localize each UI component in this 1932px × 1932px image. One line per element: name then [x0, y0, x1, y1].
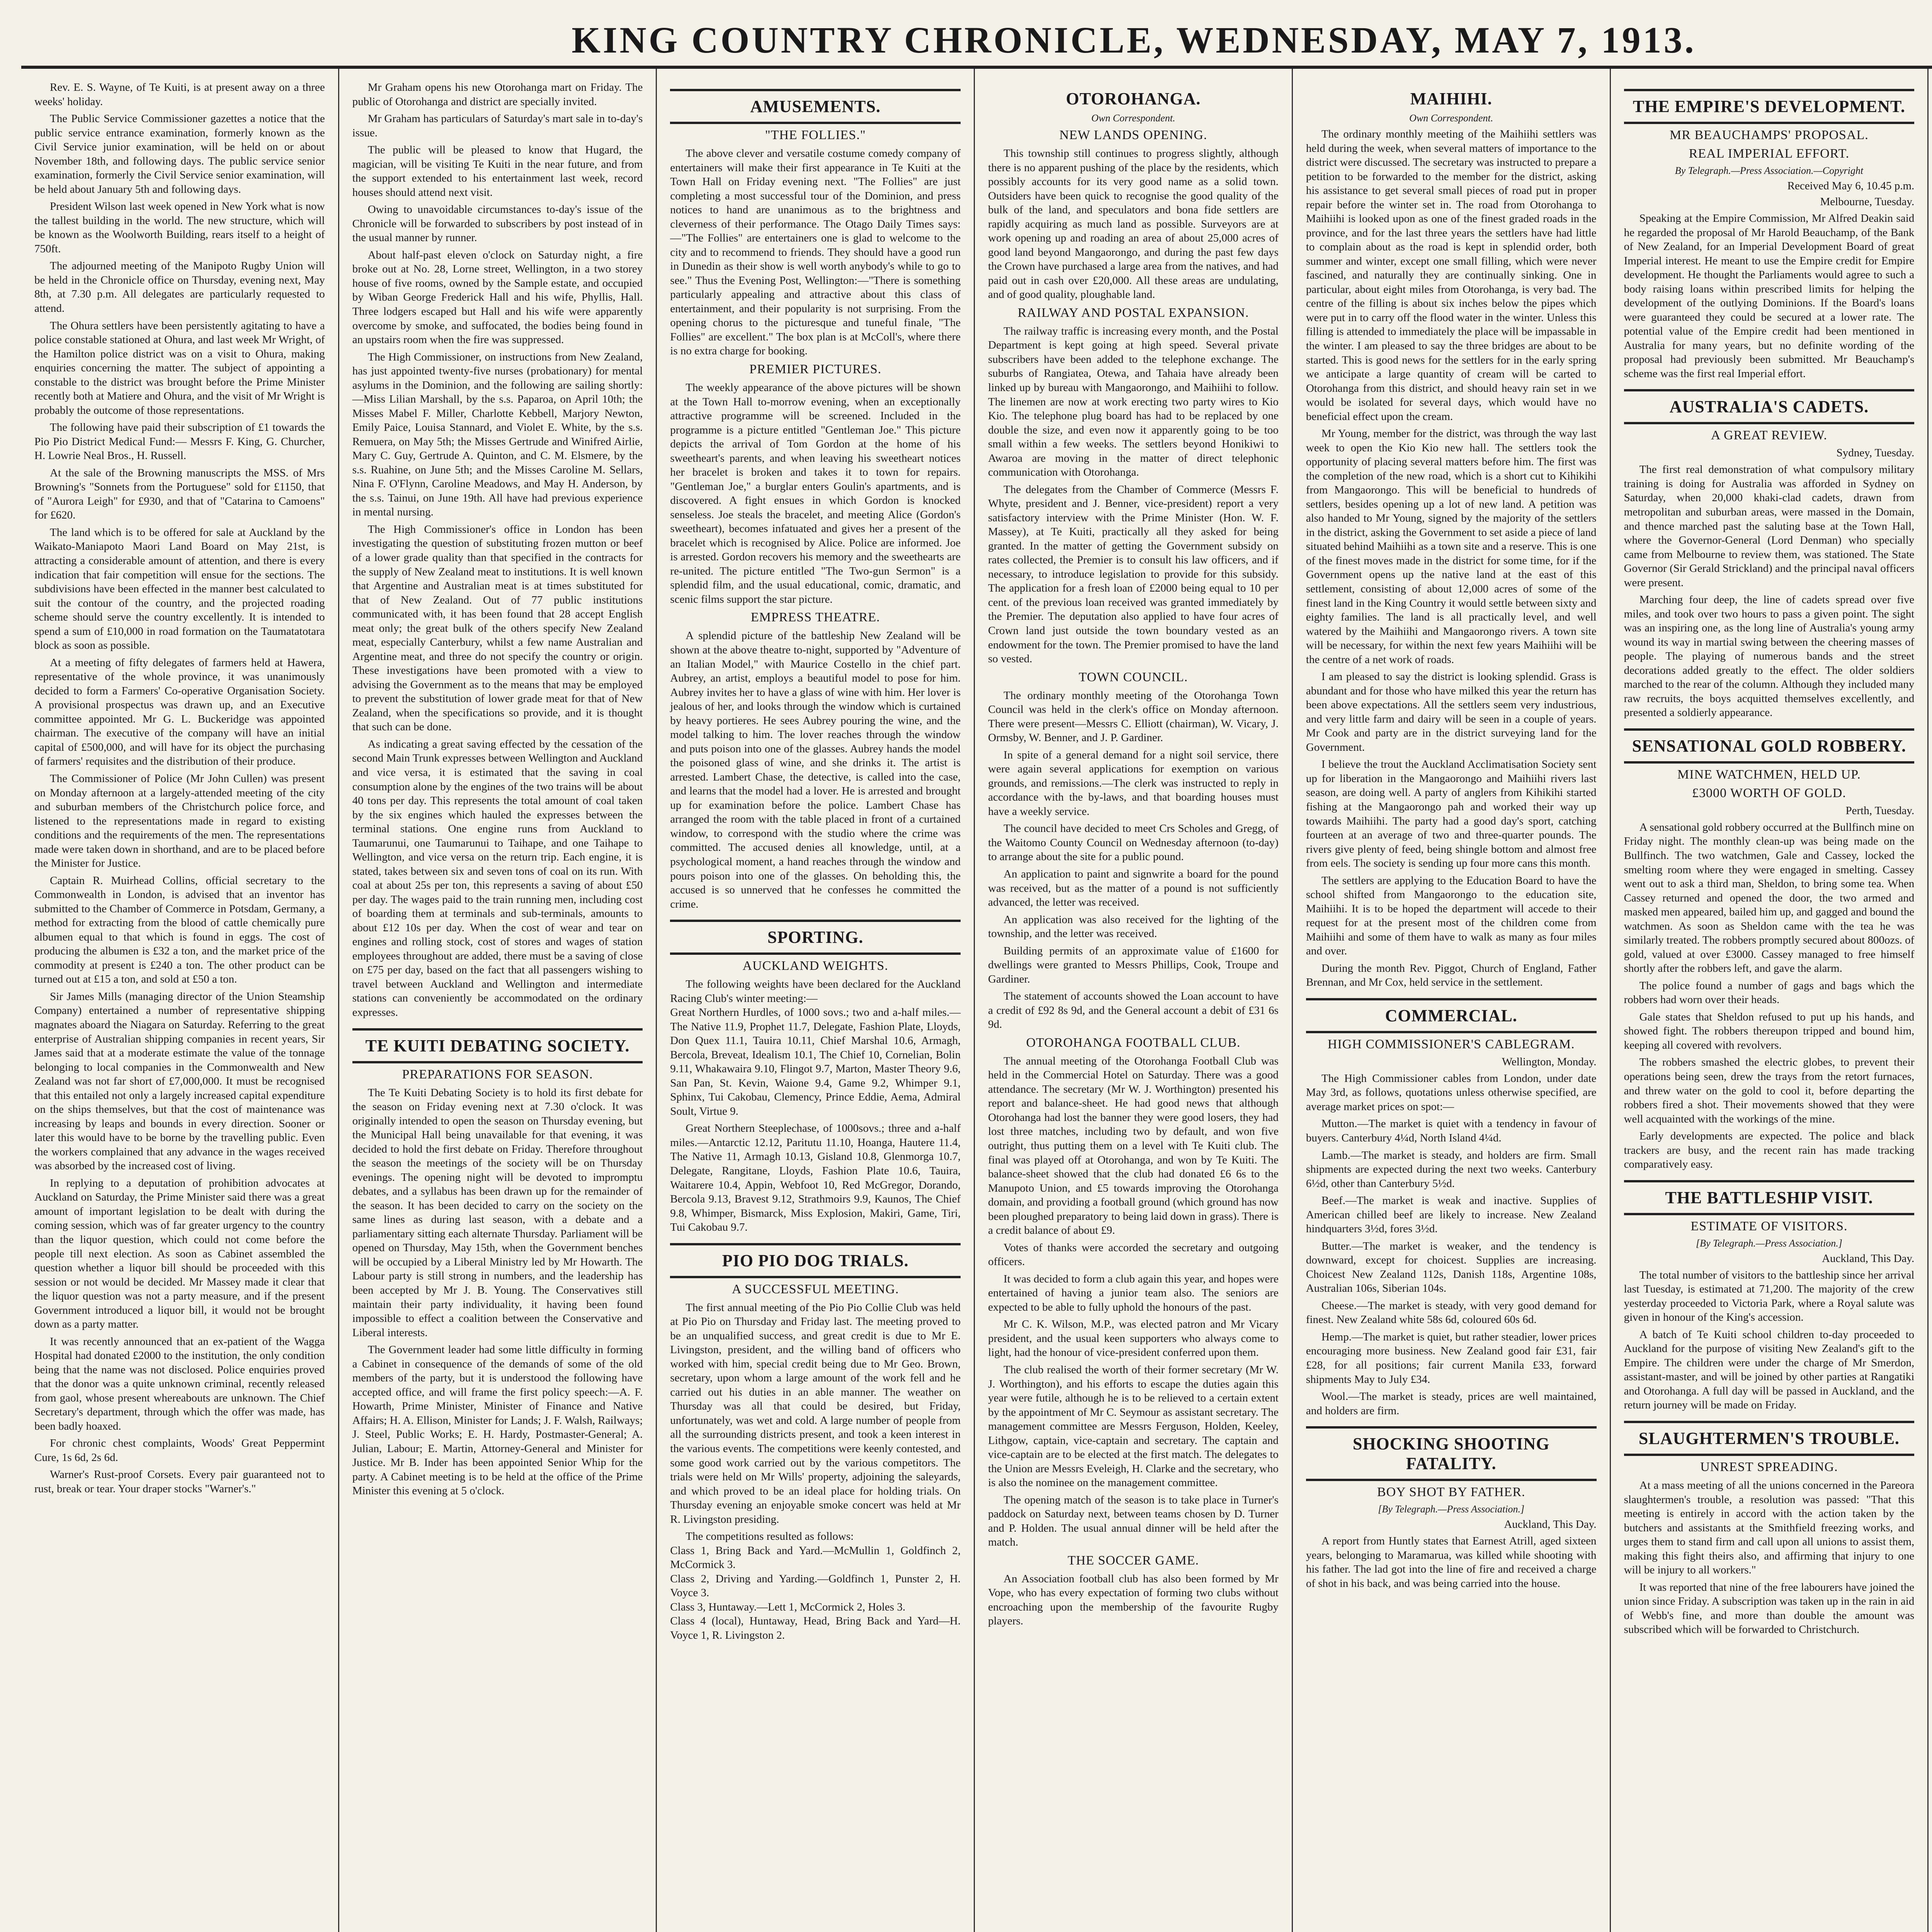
- columns: [21, 69, 1932, 1932]
- article-subheading: RAILWAY AND POSTAL EXPANSION.: [1017, 305, 1249, 320]
- article-subheading: OTOROHANGA FOOTBALL CLUB.: [1026, 1035, 1241, 1050]
- article-paragraph: President Wilson last week opened in New York what is now the tallest building in the world. The new structure, which will be known as the Woolworth Building, rears itself to a height of 750ft.: [34, 200, 325, 255]
- article-paragraph: Warner's Rust-proof Corsets. Every pair guaranteed not to rust, break or tear. Your draper stocks "Warner's.": [34, 1468, 325, 1495]
- article-paragraph: The annual meeting of the Otorohanga Football Club was held in the Commercial Hotel on Saturday. There was a good attendance. The secretary (Mr W. J. Worthington) presented his report and balance-sheet. He had good news that although Otorohanga had lost the banner they were good losers, they had lost three matches, including two by default, and won five outright, thus putting them on a level with Te Kuiti club. The final was played off at Otorohanga, and won by Te Kuiti. The balance-sheet showed that the club had donated £6 6s to the Manupoto Union, and £5 towards improving the Otorohanga domain, and providing a football ground (which ground has now been ploughed preparatory to being laid down in grass). There is a credit balance of about £9.: [988, 1054, 1279, 1237]
- dateline: Melbourne, Tuesday.: [1820, 196, 1915, 208]
- article-paragraph: Beef.—The market is weak and inactive. Supplies of American chilled beef are likely to increase. New Zealand hindquarters 3½d, fores 3½d.: [1306, 1194, 1597, 1235]
- article-paragraph: The statement of accounts showed the Loan account to have a credit of £92 8s 9d, and the General account a debit of £31 6s 9d.: [988, 990, 1279, 1031]
- article-paragraph: I am pleased to say the district is looking splendid. Grass is abundant and for those who have milked this year the return has been above expectations. All the settlers seem very industrious, and very little farm and dairy will be seen in a couple of years. Mr Cook and party are in the district surveying land for the Government.: [1306, 670, 1597, 753]
- article-paragraph: The land which is to be offered for sale at Auckland by the Waikato-Maniapoto Maori Land Board on May 21st, is attracting a considerable amount of attention, and there is every indication that fair competition will ensue for the sections. The subdivisions have been effected in the manner best calculated to suit the contour of the country, and the projected roading scheme should serve the country excellently. It is intended to spend a sum of £10,000 in road formation on the Taumatatotara block as soon as possible.: [34, 526, 325, 652]
- article-paragraph: The following weights have been declared for the Auckland Racing Club's winter meeting:— Great Northern Hurdles, of 1000 sovs.; two and a-half miles.—The Native 11.9, Prophet 11.7, Delegate, Fashion Plate, Lloyds, Don Quex 11.1, Tauira 10.11, Chief Marshal 10.6, Armagh, Bercola, Breveat, Idealism 10.1, The Chief 10, Cornelian, Bolin 9.11, Whakawaira 9.10, Flingot 9.7, Marton, Master Theory 9.6, San Pan, St. Kevin, Waione 9.4, Game 9.2, Whimper 9.1, Sphinx, Tui Cakobau, Clemency, Prince Eddie, Aema, Admiral Soult, Virtue 9.: [670, 978, 961, 1117]
- article-paragraph: The Government leader had some little difficulty in forming a Cabinet in consequence of the demands of some of the old members of the party, but it is understood the following have accepted office, and will frame the first policy speech:—A. F. Howarth, Prime Minister, Minister of Finance and Native Affairs; H. A. Ellison, Minister for Lands; J. F. Walsh, Railways; J. Steel, Public Works; E. H. Hardy, Postmaster-General; A. Julian, Labour; E. Martin, Attorney-General and Minister for Justice. Mr B. Inder has been appointed Senior Whip for the party. A Cabinet meeting is to be held at the office of the Prime Minister this evening at 5 o'clock.: [352, 1344, 643, 1497]
- article-subheading: £3000 WORTH OF GOLD.: [1692, 786, 1846, 800]
- article-paragraph: Votes of thanks were accorded the secretary and outgoing officers.: [988, 1241, 1279, 1268]
- article-paragraph: A splendid picture of the battleship New Zealand will be shown at the above theatre to-night, supported by "Adventure of an Italian Model," with Maurice Costello in the chief part. Aubrey, an artist, employs a beautiful model to pose for him. Aubrey invites her to have a glass of wine with him. Her lover is jealous of her, and looks through the window which is curtained by heavy portieres. He sees Aubrey pouring the wine, and the model talking to him. The lover reaches through the window and puts poison into one of the glasses. Aubrey hands the model the poisoned glass of wine, and she drinks it. The artist is arrested. Lambert Chase, the detective, is called into the case, and learns that the model had a lover. He is arrested and brought up for examination before the police. Lambert Chase has arranged the room with the table placed in front of a curtained window, to correspond with the studio where the crime was committed. The accused denies all knowledge, until, at a psychological moment, a hand reaches through the window and pours poison into one of the glasses. On beholding this, the accused is so unnerved that he confesses he committed the crime.: [670, 629, 961, 910]
- article-headline: COMMERCIAL.: [1306, 998, 1597, 1033]
- article-subheading: HIGH COMMISSIONER'S CABLEGRAM.: [1327, 1037, 1575, 1051]
- article-paragraph: The following have paid their subscription of £1 towards the Pio Pio District Medical Fund:— Messrs F. King, G. Churcher, H. Lowrie Neal Bros., H. Russell.: [34, 421, 325, 462]
- article-subheading: THE SOCCER GAME.: [1068, 1553, 1199, 1568]
- article-subheading: PREPARATIONS FOR SEASON.: [402, 1067, 593, 1082]
- article-paragraph: During the month Rev. Piggot, Church of England, Father Brennan, and Mr Cox, held service in the settlement.: [1306, 962, 1597, 989]
- article-paragraph: The above clever and versatile costume comedy company of entertainers will make their first appearance in Te Kuiti at the Town Hall on Friday evening next. "The Follies" are just completing a most successful tour of the Dominion, and press notices to hand are unanimous as to the brightness and cleverness of their performance. The Otago Daily Times says:—"The Follies" are entertainers one is glad to welcome to the city and to recommend to friends. They should have a good run in Dunedin as their show is well worth anybody's while to go to see." Thus the Evening Post, Wellington:—"There is something particularly appealing and attractive about this class of entertainment, and their popularity is not surprising. From the opening chorus to the picturesque and tuneful finale, "The Follies" are excellent." The box plan is at McColl's, where there is no extra charge for booking.: [670, 147, 961, 357]
- article-paragraph: The Ohura settlers have been persistently agitating to have a police constable stationed at Ohura, and last week Mr Wright, of the Hamilton police district was on a visit to Ohura, making enquiries concerning the matter. The subject of appointing a constable to the district was brought before the Prime Minister recently both at Matiere and Ohura, and the visit of Mr Wright is probably the outcome of those representations.: [34, 319, 325, 417]
- article-paragraph: An application was also received for the lighting of the township, and the letter was received.: [988, 913, 1279, 940]
- article-paragraph: Captain R. Muirhead Collins, official secretary to the Commonwealth in London, is advised that an inventor has submitted to the Chamber of Commerce in Potsdam, Germany, a method for extracting from the blood of cattle chemically pure albumen equal to that which is found in eggs. The cost of producing the albumen is £32 a ton, and the market price of the commodity at present is £240 a ton. The other product can be turned out at £15 a ton, and sold at £50 a ton.: [34, 874, 325, 986]
- article-paragraph: As indicating a great saving effected by the cessation of the second Main Trunk expresses between Wellington and Auckland and vice versa, it is estimated that the saving in coal consumption alone by the engines of the two trains will be about 40 tons per day. This represents the total amount of coal taken by the six engines which hauled the expresses between the terminal stations. One engine runs from Auckland to Taumarunui, one Taumarunui to Taihape, and one Taihape to Wellington, and vice versa on the return trip. Each engine, it is stated, takes between six and seven tons of coal on its run. With coal at about 25s per ton, this represents a saving of about £50 per day. The wages paid to the train running men, including cost of boarding them at terminals and sub-terminals, amounts to about £12 10s per day. When the cost of wear and tear on engines and rolling stock, cost of stores and wages of station employees throughout are added, there must be a saving of close on £75 per day, based on the fact that all passengers wishing to travel between Auckland and Wellington and intermediate stations can conveniently be accommodated on the ordinary expresses.: [352, 738, 643, 1019]
- masthead: [21, 15, 1932, 69]
- article-paragraph: At the sale of the Browning manuscripts the MSS. of Mrs Browning's "Sonnets from the Portuguese" sold for £1150, that of "Aurora Leigh" for £930, and that of "Catarina to Camoens" for £620.: [34, 466, 325, 522]
- article-paragraph: The ordinary monthly meeting of the Otorohanga Town Council was held in the clerk's office on Monday afternoon. There were present—Messrs C. Elliott (chairman), W. Vicary, J. Ormsby, W. Benner, and J. P. Gardiner.: [988, 689, 1279, 744]
- article-subheading: UNREST SPREADING.: [1700, 1460, 1838, 1474]
- column-5: [1293, 69, 1611, 1932]
- article-subheading: A SUCCESSFUL MEETING.: [732, 1282, 899, 1296]
- article-headline: THE EMPIRE'S DEVELOPMENT.: [1624, 89, 1915, 124]
- article-paragraph: In spite of a general demand for a night soil service, there were again several applications for exemption on various grounds, and remissions.—The clerk was instructed to reply in accordance with the by-laws, and that boarding houses must have a weekly service.: [988, 748, 1279, 818]
- article-paragraph: The railway traffic is increasing every month, and the Postal Department is kept going at high speed. Several private subscribers have been added to the telephone exchange. The suburbs of Rangiatea, Otewa, and Tahaia have already been linked up by bureau with Mangaorongo, and Maihiihi to follow. The linemen are now at work erecting two party wires to Kio Kio. The telephone plug board has had to be replaced by one double the size, and even now it apparently going to be too small within a few weeks. The settlers beyond Honikiwi to Awaroa are moving in the matter of direct telephonic communication with Otorohanga.: [988, 325, 1279, 479]
- article-paragraph: A report from Huntly states that Earnest Atrill, aged sixteen years, belonging to Maramarua, was killed while shooting with his father. The lad got into the line of fire and received a charge of shot in his back, and was being carried into the house.: [1306, 1535, 1597, 1590]
- article-headline: SHOCKING SHOOTING FATALITY.: [1306, 1426, 1597, 1481]
- article-paragraph: Gale states that Sheldon refused to put up his hands, and showed fight. The robbers thereupon tripped and bound him, keeping all covered with revolvers.: [1624, 1010, 1915, 1051]
- article-headline: OTOROHANGA.: [1066, 89, 1201, 108]
- article-headline: AUSTRALIA'S CADETS.: [1624, 389, 1915, 424]
- article-paragraph: The opening match of the season is to take place in Turner's paddock on Saturday next, between teams chosen by D. Turner and P. Holden. The usual annual dinner will be held after the match.: [988, 1493, 1279, 1549]
- article-subheading: TOWN COUNCIL.: [1078, 670, 1188, 684]
- column-3: [657, 69, 975, 1932]
- article-paragraph: At a meeting of fifty delegates of farmers held at Hawera, representative of the whole province, it was unanimously decided to form a Farmers' Co-operative Organisation Society. A provisional prospectus was drawn up, and an Executive committee appointed. Mr G. L. Buckeridge was appointed chairman. The executive of the company will have an initial capital of £500,000, and will have for its object the purchasing of farmers' requisites and the distribution of their produce.: [34, 656, 325, 768]
- column-1: [21, 69, 339, 1932]
- article-paragraph: The High Commissioner's office in London has been investigating the question of substituting frozen mutton or beef of a lower grade quality than that specified in the contracts for the supply of New Zealand meat to institutions. It is well known that Argentine and Australian meat is at times substituted for that of New Zealand. Out of 77 public institutions communicated with, it has been found that 28 accept English meat only; the great bulk of the others specify New Zealand meat, especially Canterbury, whilst a few name Australian and Argentine meat, and three do not specify the country or origin. These investigations have been promoted with a view to advising the Government as to the means that may be employed to prevent the substitution of lower grade meat for that of New Zealand, when the specifications so provide, and it is thought that such can be done.: [352, 523, 643, 733]
- article-paragraph: Building permits of an approximate value of £1600 for dwellings were granted to Messrs Phillips, Cook, Troupe and Gardiner.: [988, 944, 1279, 985]
- dateline: Auckland, This Day.: [1822, 1252, 1915, 1265]
- column-2: [339, 69, 657, 1932]
- article-paragraph: The weekly appearance of the above pictures will be shown at the Town Hall to-morrow evening, when an exceptionally attractive programme will be screened. Included in the programme is a picture entitled "Gentleman Joe." This picture depicts the arrival of Tom Gordon at the home of his sweetheart's parents, and when leaving his sweetheart notices her bracelet is broken and takes it to town for repairs. "Gentleman Joe," a burglar enters Goulin's apartments, and is discovered. A fight ensues in which Gordon is knocked senseless. Joe steals the bracelet, and meeting Alice (Gordon's sweetheart), becomes infatuated and gives her a present of the bracelet which is recognised by Alice. Police are informed. Joe is arrested. Gordon recovers his memory and the sweethearts are re-united. The picture entitled "The Two-gun Sermon" is a splendid film, and the usual educational, comic, dramatic, and scenic films support the star picture.: [670, 381, 961, 605]
- article-headline: THE BATTLESHIP VISIT.: [1624, 1180, 1915, 1215]
- article-paragraph: The competitions resulted as follows: Class 1, Bring Back and Yard.—McMullin 1, Goldfinch 2, McCormick 3. Class 2, Driving and Yarding.—Goldfinch 1, Punster 2, H. Voyce 3. Class 3, Huntaway.—Lett 1, McCormick 2, Holes 3. Class 4 (local), Huntaway, Head, Bring Back and Yard—H. Voyce 1, R. Livingston 2.: [670, 1530, 961, 1641]
- article-paragraph: The total number of visitors to the battleship since her arrival last Tuesday, is estimated at 71,200. The majority of the crew yesterday proceeded to Victoria Park, where a Royal salute was given in honour of the King's accession.: [1624, 1269, 1915, 1324]
- column-7: [1929, 69, 1932, 1932]
- article-paragraph: Mr C. K. Wilson, M.P., was elected patron and Mr Vicary president, and the usual keen supporters who always come to light, had the honour of vice-president conferred upon them.: [988, 1318, 1279, 1359]
- dateline: Auckland, This Day.: [1504, 1518, 1597, 1531]
- dateline: Perth, Tuesday.: [1845, 804, 1915, 817]
- dateline-credit: By Telegraph.—Press Association.—Copyright: [1675, 165, 1864, 176]
- article-paragraph: The Public Service Commissioner gazettes a notice that the public service entrance examination, formerly known as the Civil Service junior examination, will be held on or about November 18th, and following days. The public service senior examination, formerly the Civil Service senior examination, will be held about January 5th and following days.: [34, 112, 325, 196]
- article-headline: SLAUGHTERMEN'S TROUBLE.: [1624, 1421, 1915, 1456]
- article-paragraph: The council have decided to meet Crs Scholes and Gregg, of the Waitomo County Council on Wednesday afternoon (to-day) to arrange about the site for a public pound.: [988, 822, 1279, 863]
- article-paragraph: The public will be pleased to know that Hugard, the magician, will be visiting Te Kuiti in the near future, and from the support extended to his entertainment last week, record houses should attend next visit.: [352, 144, 643, 199]
- article-paragraph: Wool.—The market is steady, prices are well maintained, and holders are firm.: [1306, 1390, 1597, 1417]
- article-paragraph: At a mass meeting of all the unions concerned in the Pareora slaughtermen's trouble, a resolution was passed: "That this meeting is entirely in accord with the action taken by the butchers and assistants at the Smithfield freezing works, and urges them to stand firm and call upon all unions to assist them, making this fight theirs also, and affirming that injury to one will be injury to all workers.": [1624, 1479, 1915, 1577]
- article-paragraph: For chronic chest complaints, Woods' Great Peppermint Cure, 1s 6d, 2s 6d.: [34, 1437, 325, 1464]
- article-headline: TE KUITI DEBATING SOCIETY.: [352, 1028, 643, 1063]
- article-subheading: MR BEAUCHAMPS' PROPOSAL.: [1670, 128, 1869, 142]
- article-paragraph: Great Northern Steeplechase, of 1000sovs.; three and a-half miles.—Antarctic 12.12, Paritutu 11.10, Hoanga, Hautere 11.4, The Native 11, Armagh 10.13, Gisland 10.8, Glenmorga 10.7, Delegate, Rangitane, Lloyds, Fashion Plate 10.6, Tauira, Waitarere 10.4, Appin, Webfoot 10, Red McGregor, Dorando, Bercola 9.13, Bravest 9.12, Strathmoirs 9.9, Kaunos, The Chief 9.8, Whimper, Bismarck, Miss Explosion, Makiri, Game, Tiri, Tui Cakobau 9.7.: [670, 1122, 961, 1234]
- article-headline: SENSATIONAL GOLD ROBBERY.: [1624, 728, 1915, 764]
- article-paragraph: The robbers smashed the electric globes, to prevent their operations being seen, drew the trays from the retort furnaces, and threw water on the gold to cool it, before departing the robbers fired a shot. Their movements showed that they were well acquainted with the workings of the mine.: [1624, 1056, 1915, 1125]
- article-subheading: NEW LANDS OPENING.: [1059, 128, 1208, 142]
- article-paragraph: It was recently announced that an ex-patient of the Wagga Hospital had donated £2000 to the institution, the only condition being that the name was not disclosed. Police enquiries proved that the donor was a quite unknown criminal, recently released from gaol, whose present whereabouts are unknown. The Chief Secretary's department, through which the offer was made, has been badly hoaxed.: [34, 1335, 325, 1432]
- column-4: [975, 69, 1293, 1932]
- column-6: [1611, 69, 1929, 1932]
- dateline: Sydney, Tuesday.: [1836, 447, 1915, 459]
- article-headline: MAIHIHI.: [1410, 89, 1492, 108]
- article-paragraph: Mr Graham opens his new Otorohanga mart on Friday. The public of Otorohanga and district are specially invited.: [352, 81, 643, 108]
- article-paragraph: Hemp.—The market is quiet, but rather steadier, lower prices encouraging more business. New Zealand good fair £31, fair £28, for all positions; fair current Manila £33, forward shipments May to July £34.: [1306, 1330, 1597, 1386]
- dateline: Wellington, Monday.: [1502, 1055, 1597, 1068]
- article-subheading: AUCKLAND WEIGHTS.: [742, 959, 888, 973]
- article-paragraph: Early developments are expected. The police and black trackers are busy, and the recent rain has made tracking comparatively easy.: [1624, 1130, 1915, 1171]
- article-paragraph: The High Commissioner cables from London, under date May 3rd, as follows, quotations unless otherwise specified, are average market prices on spot:—: [1306, 1072, 1597, 1113]
- dateline-credit: Own Correspondent.: [1091, 112, 1175, 124]
- article-subheading: BOY SHOT BY FATHER.: [1377, 1485, 1526, 1500]
- article-subheading: MINE WATCHMEN, HELD UP.: [1677, 767, 1861, 782]
- article-paragraph: A sensational gold robbery occurred at the Bullfinch mine on Friday night. The monthly clean-up was being made on the Bullfinch. The two watchmen, Gale and Cassey, locked the smelting room where they were engaged in smelting. Cassey went out to ask a third man, Sheldon, to bring some tea. When Cassey returned and opened the door, the two armed and masked men appeared, bailed him up, and gagged and bound the watchmen. As soon as Sheldon came with the tea he was similarly treated. The robbers promptly secured about 800ozs. of gold, valued at over £3000. Cassey managed to free himself shortly after the robbers left, and gave the alarm.: [1624, 821, 1915, 975]
- article-paragraph: Butter.—The market is weaker, and the tendency is downward, except for choicest. Supplies are increasing. Choicest New Zealand 112s, Danish 118s, Argentine 108s, Australian 106s, Siberian 104s.: [1306, 1240, 1597, 1295]
- article-paragraph: The settlers are applying to the Education Board to have the school shifted from Mangaorongo to the education site, Maihiihi. It is to be hoped the department will accede to their request for at the present most of the children come from Maihiihi and some of them have to walk as many as four miles and over.: [1306, 874, 1597, 957]
- article-paragraph: A batch of Te Kuiti school children to-day proceeded to Auckland for the purpose of visiting New Zealand's gift to the Empire. The children were under the charge of Mr Smerdon, assistant-master, and will be joined by other parties at Rangatiki and Otorohanga. A full day will be passed in Auckland, and the return journey will be made on Friday.: [1624, 1328, 1915, 1412]
- article-paragraph: An Association football club has also been formed by Mr Vope, who has every expectation of forming two clubs without encroaching upon the membership of the favourite Rugby players.: [988, 1572, 1279, 1628]
- dateline-credit: [By Telegraph.—Press Association.]: [1696, 1237, 1842, 1249]
- article-subheading: ESTIMATE OF VISITORS.: [1690, 1219, 1848, 1233]
- article-paragraph: Mr Young, member for the district, was through the way last week to open the Kio Kio new hall. The settlers took the opportunity of placing several matters before him. The first was the completion of the new road, which is a short cut to Kihikihi from Mangaorongo. This will be beneficial to hundreds of settlers, besides opening up a lot of new land. A petition was also handed to Mr Young, signed by the majority of the settlers in the district, asking the Government to set aside a piece of land situated behind Maihiihi as a town site and a reserve. This is one of the finest moves made in the district for some time, for if the Government opens up the native land at the east of this settlement, consisting of about 12,000 acres of some of the finest land in the King Country it would settle between sixty and eighty families. The land is all practically level, and well watered by the Maihiihi and Mangaorongo rivers. A town site will be necessary, for within the next few years Maihiihi will be the centre of a net work of roads.: [1306, 427, 1597, 666]
- article-paragraph: This township still continues to progress slightly, although there is no apparent pushing of the place by the residents, which possibly accounts for its very good name as a solid town. Outsiders have been quick to recognise the good quality of the bulk of the land, and speculators and bona fide settlers are rapidly acquiring as much land as possible. Surveyors are at work opening up and roading an area of about 25,000 acres of good land beyond Mangaorongo, and during the past few days the Crown have purchased a large area from the natives, and had paid out in cash over £20,000. All these areas are undulating, and of good quality, ploughable land.: [988, 147, 1279, 301]
- article-paragraph: Owing to unavoidable circumstances to-day's issue of the Chronicle will be forwarded to subscribers by post instead of in the usual manner by runner.: [352, 203, 643, 244]
- article-paragraph: The Commissioner of Police (Mr John Cullen) was present on Monday afternoon at a largely-attended meeting of the city and suburban members of the Christchurch police force, and listened to the representations made in regard to existing conditions and the requirements of the men. The representations made were taken down in shorthand, and are to be placed before the Minister for Justice.: [34, 772, 325, 870]
- article-paragraph: The police found a number of gags and bags which the robbers had worn over their heads.: [1624, 979, 1915, 1006]
- article-paragraph: In replying to a deputation of prohibition advocates at Auckland on Saturday, the Prime Minister said there was a great amount of important legislation to be dealt with during the coming session, which was of far greater urgency to the country than the liquor question, which could not come before the people till next election. As soon as Cabinet assembled the question whether a liquor bill should be proceeded with this session or not would be decided. Mr Massey made it clear that the liquor question was not a party measure, and if the present Government introduced a liquor bill, it would not be brought down as a party matter.: [34, 1177, 325, 1331]
- article-paragraph: The first annual meeting of the Pio Pio Collie Club was held at Pio Pio on Thursday and Friday last. The meeting proved to be an unqualified success, and great credit is due to Mr E. Livingston, president, and the willing band of officers who worked with him, special credit being due to Mr Geo. Brown, secretary, upon whom a large amount of the work fell and he carried out his duties in an able manner. The weather on Thursday was all that could be desired, but Friday, unfortunately, was wet and cold. A large number of people from all the surrounding districts present, and took a keen interest in the various events. The competitions were keenly contested, and some good work carried out by the various competitors. The trials were held on Mr Wills' property, adjoining the saleyards, and which proved to be an ideal place for holding trials. On Thursday evening an enjoyable smoke concert was held at Mr R. Livingston presiding.: [670, 1301, 961, 1526]
- article-paragraph: The delegates from the Chamber of Commerce (Messrs F. Whyte, president and J. Benner, vice-president) report a very satisfactory interview with the Prime Minister (Hon. W. F. Massey), at Te Kuiti, practically all they asked for being granted. In the matter of getting the Government subsidy on rates collected, the Premier is to consult his law officers, and if necessary, to introduce legislation to provide for this subsidy. The application for a fresh loan of £2000 being equal to 10 per cent. of the previous loan received was granted immediately by the Premier. The deputation also applied to have four acres of Crown land just outside the town boundary vested as an endowment for the town. The Premier promised to have the land so vested.: [988, 483, 1279, 665]
- article-headline: SPORTING.: [670, 920, 961, 955]
- article-subheading: "THE FOLLIES.": [765, 128, 866, 142]
- article-paragraph: The adjourned meeting of the Manipoto Rugby Union will be held in the Chronicle office on Thursday, evening next, May 8th, at 7.30 p.m. All delegates are particularly requested to attend.: [34, 260, 325, 315]
- article-subheading: PREMIER PICTURES.: [749, 362, 882, 376]
- article-subheading: A GREAT REVIEW.: [1711, 428, 1828, 443]
- article-subheading: REAL IMPERIAL EFFORT.: [1689, 146, 1850, 161]
- article-paragraph: Speaking at the Empire Commission, Mr Alfred Deakin said he regarded the proposal of Mr Harold Beauchamp, of the Bank of New Zealand, for an Imperial Development Board of great Imperial interest. He meant to use the Empire credit for Empire development. He thought the Parliaments would agree to such a body raising loans within prescribed limits for helping the development of the outlying Dominions. If the Board's loans were guaranteed they could be secured at a lower rate. The potential value of the Empire credit had been mentioned in Australia for many years, but no definite wording of the proposal had previously been submitted. Mr Beauchamp's scheme was the first real Imperial effort.: [1624, 212, 1915, 380]
- article-paragraph: The first real demonstration of what compulsory military training is doing for Australia was afforded in Sydney on Saturday, when 20,000 khaki-clad cadets, drawn from metropolitan and suburban areas, were massed in the Domain, and thence marched past the saluting base at the Town Hall, where the Governor-General (Lord Denman) who specially came from Melbourne to review them, was stationed. The State Governor (Sir Gerald Strickland) and the principal naval officers were present.: [1624, 463, 1915, 589]
- dateline-credit: Own Correspondent.: [1409, 112, 1493, 124]
- article-paragraph: Marching four deep, the line of cadets spread over five miles, and took over two hours to pass a given point. The sight was an inspiring one, as the long line of Australia's young army wound its way in martial swing between the cheering masses of people. The playing of numerous bands and the street decorations added greatly to the effect. The older soldiers marched to the rear of the column. Although they included many raw recruits, the boys acquitted themselves excellently, and presented a soldierly appearance.: [1624, 594, 1915, 719]
- article-paragraph: Cheese.—The market is steady, with very good demand for finest. New Zealand white 58s 6d, coloured 60s 6d.: [1306, 1299, 1597, 1326]
- article-subheading: EMPRESS THEATRE.: [750, 610, 880, 625]
- article-paragraph: It was reported that nine of the free labourers have joined the union since Friday. A subscription was taken up in the rain in aid of Webb's fine, and more than double the amount was subscribed which will be forwarded to Christchurch.: [1624, 1581, 1915, 1636]
- newspaper-title: KING COUNTRY CHRONICLE, WEDNESDAY, MAY 7, 1913.: [571, 19, 1696, 61]
- article-paragraph: Mutton.—The market is quiet with a tendency in favour of buyers. Canterbury 4¼d, North Island 4¼d.: [1306, 1117, 1597, 1144]
- article-paragraph: It was decided to form a club again this year, and hopes were entertained of having a junior team also. The seniors are expected to be able to fully uphold the honours of the past.: [988, 1272, 1279, 1313]
- dateline-credit: [By Telegraph.—Press Association.]: [1378, 1503, 1525, 1515]
- article-headline: AMUSEMENTS.: [670, 89, 961, 124]
- article-paragraph: Mr Graham has particulars of Saturday's mart sale in to-day's issue.: [352, 112, 643, 139]
- article-paragraph: Rev. E. S. Wayne, of Te Kuiti, is at present away on a three weeks' holiday.: [34, 81, 325, 108]
- article-paragraph: The Te Kuiti Debating Society is to hold its first debate for the season on Friday evening next at 7.30 o'clock. It was originally intended to open the season on Thursday evening, but the Municipal Hall being unavailable for that evening, it was decided to hold the first debate on Friday. Therefore throughout the season the meetings of the society will be on Thursday evenings. The opening night will be devoted to impromptu debates, and a syllabus has been drawn up for the remainder of the season. It has been decided to carry on the society on the same lines as during last season, with a debate and a parliamentary sitting each alternate Thursday. Parliament will be opened on Thursday, May 15th, when the Government benches will be occupied by a Liberal Ministry led by Mr Howarth. The Labour party is still strong in numbers, and the leadership has been accepted by Mr J. B. Young. The Conservatives still maintain their party individuality, it having been found impossible to effect a coalition between the Conservative and Liberal interests.: [352, 1086, 643, 1339]
- dateline: Received May 6, 10.45 p.m.: [1787, 180, 1915, 192]
- article-paragraph: About half-past eleven o'clock on Saturday night, a fire broke out at No. 28, Lorne street, Wellington, in a two storey house of five rooms, owned by the Sample estate, and occupied by Wiban George Frederick Hall and his wife, Phyllis, Hall. Three lodgers escaped but Hall and his wife were apparently overcome by smoke, and suffocated, the bodies being found in an upstairs room when the fire was suppressed.: [352, 248, 643, 346]
- article-paragraph: An application to paint and signwrite a board for the pound was received, but as the matter of a pound is not sufficiently advanced, the letter was received.: [988, 867, 1279, 909]
- article-paragraph: The club realised the worth of their former secretary (Mr W. J. Worthington), and his efforts to escape the duties again this year were futile, although he is to be relieved to a certain extent by the appointment of Mr C. Seymour as assistant secretary. The management committee are Messrs Ferguson, Holden, Keeley, Lithgow, captain, vice-captain and secretary. The captain and vice-captain are to be elected at the first match. The delegates to the Union are Messrs Eveleigh, H. Clarke and the secretary, who is also the nominee on the management committee.: [988, 1363, 1279, 1489]
- article-headline: PIO PIO DOG TRIALS.: [670, 1243, 961, 1278]
- article-paragraph: Lamb.—The market is steady, and holders are firm. Small shipments are expected during the next two weeks. Canterbury 6½d, other than Canterbury 5½d.: [1306, 1149, 1597, 1190]
- article-paragraph: The ordinary monthly meeting of the Maihiihi settlers was held during the week, when several matters of importance to the district were discussed. The secretary was instructed to prepare a petition to be forwarded to the member for the district, asking his assistance to get several small pieces of road put in proper repair before the winter set in. The road from Otorohanga to Maihiihi is looked upon as one of the finest graded roads in the province, and for the last three years the settlers have had little to complain about as the road is kept in splendid order, both summer and winter, except one small filling, which were never fascined, and naturally they are continually sinking. One in particular, about eight miles from Otorohanga, is very bad. The centre of the filling is about six inches below the pipes which were put in to carry off the flood water in the winter. Unless this filling is attended to immediately the place will be impassable in the winter. I am pleased to say the three bridges are about to be started. This is good news for the settlers for in the early spring we anticipate a large quantity of cream will be carted to Otorohanga from this district, and should heavy rain set in we would be isolated for several days, which would have no beneficial effect upon the cream.: [1306, 128, 1597, 423]
- article-paragraph: I believe the trout the Auckland Acclimatisation Society sent up for liberation in the Mangaorongo and Maihiihi rivers last season, are doing well. A party of anglers from Kihikihi started fishing at the Mangaorongo pah and worked their way up towards Maihiihi. The party had a good day's sport, catching fourteen at an average of two and three-quarter pounds. The rivers give plenty of feed, being shingle bottom and almost free from eels. The society is sending up four more cans this month.: [1306, 758, 1597, 870]
- article-paragraph: Sir James Mills (managing director of the Union Steamship Company) entertained a number of representative shipping magnates aboard the Niagara on Saturday. Referring to the great enterprise of Australian shipping companies in recent years, Sir James said that at a moderate estimate the value of the tonnage belonging to local companies in the Commonwealth and New Zealand was not far short of £7,000,000. It must be recognised that this entailed not only a largely increased capital expenditure on the ships themselves, but that the cost of maintenance was increasing by leaps and bounds in every direction. Sooner or later this would have to be borne by the travelling public. Even the workers complained that any advance in the wages received was absorbed by the increased cost of living.: [34, 990, 325, 1172]
- article-paragraph: The High Commissioner, on instructions from New Zealand, has just appointed twenty-five nurses (probationary) for mental asylums in the Dominion, and the following are sailing shortly:—Miss Lilian Marshall, by the s.s. Paparoa, on April 10th; the Misses Mabel F. Miller, Charlotte Kebbell, Marjory Newton, Emily Paice, Louisa Stannard, and Violet E. White, by the s.s. Remuera, on May 5th; the Misses Gertrude and Winifred Airlie, Mary C. Guy, Gertrude A. Quinton, and C. M. Elsmere, by the s.s. Ruahine, on June 5th; and the Misses Caroline M. Sellars, Nina F. O'Flynn, Caroline Meadows, and May H. Anderson, by the s.s. Tainui, on June 19th. All have had previous experience in mental nursing.: [352, 350, 643, 519]
